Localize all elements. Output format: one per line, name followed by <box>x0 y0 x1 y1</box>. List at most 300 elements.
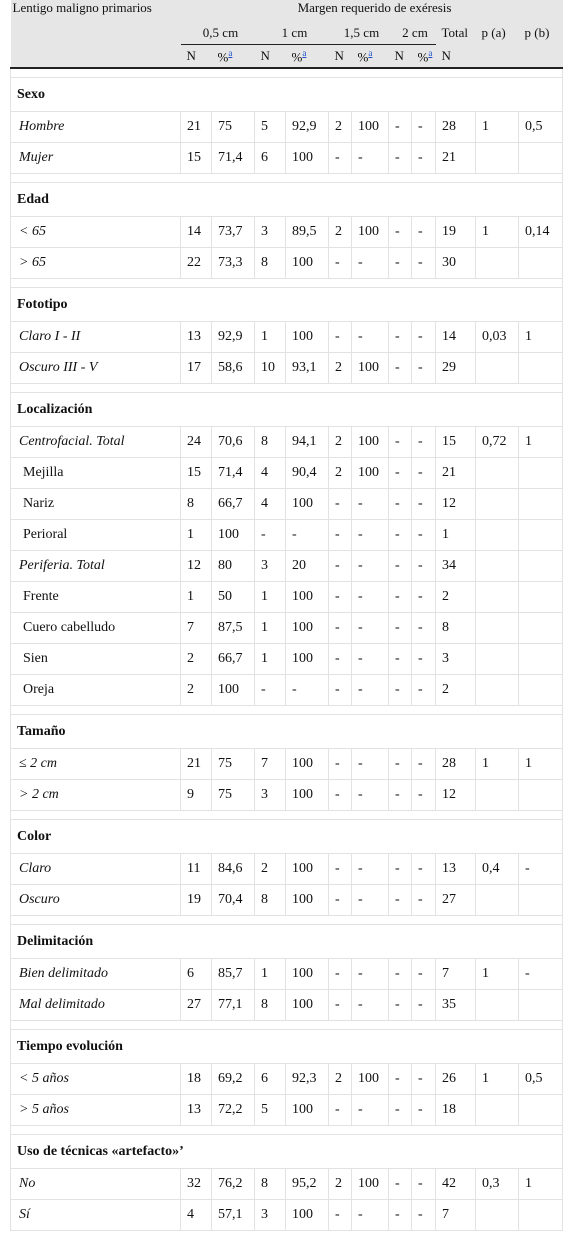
table-cell: 6 <box>255 1064 286 1095</box>
table-cell: 2 <box>436 675 476 706</box>
table-cell: 0,5 <box>519 1064 563 1095</box>
table-cell: - <box>412 854 436 885</box>
pct-header: %$^a$ <box>286 45 329 69</box>
table-cell: 1 <box>476 1064 519 1095</box>
table-cell <box>519 1200 563 1231</box>
table-cell: 100 <box>286 248 329 279</box>
table-cell: - <box>329 959 352 990</box>
table-cell: - <box>389 613 412 644</box>
table-cell: 8 <box>255 1169 286 1200</box>
table-cell: 1 <box>255 322 286 353</box>
row-label: Centrofacial. Total <box>11 427 181 458</box>
table-cell: 1 <box>181 520 212 551</box>
table-cell: - <box>255 520 286 551</box>
section-spacer <box>11 1021 563 1030</box>
table-cell <box>476 1095 519 1126</box>
table-cell: 100 <box>352 427 389 458</box>
table-cell: - <box>389 322 412 353</box>
table-row <box>11 248 563 279</box>
table-cell: 100 <box>212 675 255 706</box>
table-cell: - <box>519 854 563 885</box>
table-cell: 90,4 <box>286 458 329 489</box>
table-cell <box>476 489 519 520</box>
table-cell: 1 <box>519 322 563 353</box>
table-cell: - <box>389 885 412 916</box>
table-cell: 100 <box>212 520 255 551</box>
table-cell: 11 <box>181 854 212 885</box>
row-label: Nariz <box>11 489 181 520</box>
table-cell: - <box>412 520 436 551</box>
table-cell: 34 <box>436 551 476 582</box>
row-label: < 5 años <box>11 1064 181 1095</box>
row-label: Oreja <box>11 675 181 706</box>
table-cell: 1 <box>255 644 286 675</box>
margin-header: 2 cm <box>389 22 436 45</box>
p-a-header: p (a) <box>476 22 519 45</box>
table-cell: 35 <box>436 990 476 1021</box>
section-header-row <box>11 393 563 427</box>
table-cell: 1 <box>476 217 519 248</box>
table-cell: - <box>286 675 329 706</box>
section-title: Delimitación <box>11 925 563 959</box>
section-spacer <box>11 811 563 820</box>
table-cell: - <box>329 322 352 353</box>
table-cell: - <box>389 143 412 174</box>
table-cell: 2 <box>329 1169 352 1200</box>
table-row <box>11 353 563 384</box>
table-cell <box>519 248 563 279</box>
table-row <box>11 959 563 990</box>
table-cell: 2 <box>329 217 352 248</box>
table-cell: 5 <box>255 112 286 143</box>
table-row <box>11 217 563 248</box>
table-cell: - <box>389 248 412 279</box>
section-header-row <box>11 183 563 217</box>
table-cell: 2 <box>329 112 352 143</box>
table-cell: 42 <box>436 1169 476 1200</box>
table-cell: 71,4 <box>212 458 255 489</box>
table-cell: 21 <box>436 458 476 489</box>
table-cell: 12 <box>436 489 476 520</box>
table-cell: 77,1 <box>212 990 255 1021</box>
table-cell: 1 <box>519 749 563 780</box>
table-cell: - <box>286 520 329 551</box>
row-label: > 2 cm <box>11 780 181 811</box>
table-cell: - <box>389 427 412 458</box>
n-header: N <box>181 45 212 69</box>
table-cell: - <box>329 551 352 582</box>
table-cell: 13 <box>181 322 212 353</box>
table-cell: 66,7 <box>212 489 255 520</box>
table-cell: - <box>352 520 389 551</box>
table-cell: 15 <box>181 143 212 174</box>
table-cell: 1 <box>255 582 286 613</box>
table-cell: - <box>389 644 412 675</box>
table-cell: - <box>329 520 352 551</box>
table-cell: 8 <box>255 990 286 1021</box>
table-cell: - <box>389 520 412 551</box>
table-cell: - <box>329 582 352 613</box>
table-cell: 28 <box>436 749 476 780</box>
row-label: Claro I - II <box>11 322 181 353</box>
row-label: Perioral <box>11 520 181 551</box>
table-cell: 72,2 <box>212 1095 255 1126</box>
table-cell: - <box>352 1095 389 1126</box>
table-cell: - <box>412 143 436 174</box>
table-row <box>11 749 563 780</box>
table-cell: 100 <box>352 353 389 384</box>
table-row <box>11 520 563 551</box>
section-spacer <box>11 1126 563 1135</box>
table-cell: 14 <box>181 217 212 248</box>
table-cell: 12 <box>181 551 212 582</box>
table-cell <box>519 353 563 384</box>
table-cell: 20 <box>286 551 329 582</box>
table-cell: 100 <box>286 749 329 780</box>
row-label: Mal delimitado <box>11 990 181 1021</box>
table-cell: - <box>329 613 352 644</box>
table-cell: 5 <box>255 1095 286 1126</box>
table-cell: 9 <box>181 780 212 811</box>
table-cell: 6 <box>255 143 286 174</box>
table-cell: - <box>255 675 286 706</box>
table-cell: 27 <box>436 885 476 916</box>
table-cell: - <box>352 644 389 675</box>
table-cell: 100 <box>286 885 329 916</box>
table-cell: 0,14 <box>519 217 563 248</box>
table-row <box>11 613 563 644</box>
footnote-link[interactable]: a <box>428 47 433 58</box>
section-title: Edad <box>11 183 563 217</box>
table-cell: - <box>412 322 436 353</box>
table-cell: - <box>389 959 412 990</box>
table-row <box>11 427 563 458</box>
table-cell: 2 <box>436 582 476 613</box>
table-cell: - <box>412 1064 436 1095</box>
table-cell: 0,72 <box>476 427 519 458</box>
table-cell: 92,9 <box>212 322 255 353</box>
table-cell <box>519 613 563 644</box>
table-cell <box>519 885 563 916</box>
table-header <box>11 0 563 68</box>
table-cell <box>519 644 563 675</box>
table-cell: - <box>389 582 412 613</box>
table-row <box>11 854 563 885</box>
table-cell: - <box>412 885 436 916</box>
section-spacer <box>11 174 563 183</box>
table-cell: - <box>329 489 352 520</box>
table-cell <box>476 143 519 174</box>
table-cell: 84,6 <box>212 854 255 885</box>
table-cell <box>476 675 519 706</box>
table-cell: 7 <box>436 959 476 990</box>
table-cell: - <box>389 112 412 143</box>
section-title: Color <box>11 820 563 854</box>
table-cell: 93,1 <box>286 353 329 384</box>
row-label: Bien delimitado <box>11 959 181 990</box>
section-header-row <box>11 820 563 854</box>
table-row <box>11 885 563 916</box>
table-cell: 89,5 <box>286 217 329 248</box>
table-cell: 1 <box>519 427 563 458</box>
table-cell: 21 <box>181 112 212 143</box>
table-cell <box>519 990 563 1021</box>
table-cell: - <box>412 780 436 811</box>
table-row <box>11 675 563 706</box>
table-cell: 100 <box>286 854 329 885</box>
table-cell: - <box>412 551 436 582</box>
row-label: ≤ 2 cm <box>11 749 181 780</box>
table-cell <box>476 990 519 1021</box>
table-cell: 7 <box>255 749 286 780</box>
table-cell: 100 <box>352 217 389 248</box>
table-cell: 100 <box>286 322 329 353</box>
table-cell: 1 <box>519 1169 563 1200</box>
section-spacer <box>11 68 563 78</box>
table-cell: - <box>352 248 389 279</box>
table-cell: 0,4 <box>476 854 519 885</box>
row-label-header: Lentigo maligno primarios <box>11 0 181 22</box>
table-cell <box>519 1095 563 1126</box>
table-cell: - <box>412 1095 436 1126</box>
table-cell: - <box>389 489 412 520</box>
table-cell: 8 <box>255 248 286 279</box>
table-cell: 29 <box>436 353 476 384</box>
section-title: Fototipo <box>11 288 563 322</box>
table-cell: - <box>352 749 389 780</box>
table-cell: - <box>389 1169 412 1200</box>
table-cell: - <box>329 675 352 706</box>
table-cell <box>476 644 519 675</box>
table-cell: - <box>412 217 436 248</box>
table-cell: - <box>412 582 436 613</box>
margin-header: 1,5 cm <box>329 22 389 45</box>
table-cell: - <box>389 1095 412 1126</box>
table-cell: - <box>389 217 412 248</box>
table-row <box>11 143 563 174</box>
table-row <box>11 458 563 489</box>
table-cell: - <box>352 551 389 582</box>
section-header-row <box>11 715 563 749</box>
table-cell: 14 <box>436 322 476 353</box>
table-cell: - <box>412 1200 436 1231</box>
table-cell: - <box>412 1169 436 1200</box>
table-cell: 7 <box>436 1200 476 1231</box>
table-cell: - <box>389 990 412 1021</box>
table-cell: 100 <box>286 644 329 675</box>
table-cell <box>519 458 563 489</box>
table-cell: 18 <box>181 1064 212 1095</box>
table-cell <box>476 780 519 811</box>
row-label: Sí <box>11 1200 181 1231</box>
table-cell: 73,3 <box>212 248 255 279</box>
row-label: Oscuro <box>11 885 181 916</box>
table-cell: - <box>389 1064 412 1095</box>
section-title: Tamaño <box>11 715 563 749</box>
table-cell <box>519 675 563 706</box>
n-header: N <box>255 45 286 69</box>
table-row <box>11 780 563 811</box>
section-title: Sexo <box>11 78 563 112</box>
table-cell: 3 <box>436 644 476 675</box>
results-table-container <box>10 0 562 1231</box>
table-cell: - <box>329 990 352 1021</box>
row-label: Cuero cabelludo <box>11 613 181 644</box>
table-row <box>11 582 563 613</box>
section-header-row <box>11 1030 563 1064</box>
table-cell: 8 <box>436 613 476 644</box>
table-cell: 100 <box>286 780 329 811</box>
table-cell: 100 <box>286 1095 329 1126</box>
table-cell <box>476 520 519 551</box>
table-cell: 69,2 <box>212 1064 255 1095</box>
table-row <box>11 1064 563 1095</box>
table-cell <box>476 353 519 384</box>
table-cell <box>519 582 563 613</box>
table-cell: - <box>329 749 352 780</box>
table-cell: - <box>352 854 389 885</box>
table-cell: 21 <box>436 143 476 174</box>
table-cell: 1 <box>476 749 519 780</box>
row-label: Mujer <box>11 143 181 174</box>
table-cell: 100 <box>286 959 329 990</box>
table-cell: 100 <box>286 489 329 520</box>
table-cell: - <box>412 990 436 1021</box>
table-cell: 1 <box>255 959 286 990</box>
table-cell: - <box>412 353 436 384</box>
footnote-link[interactable]: a <box>368 47 373 58</box>
table-cell: - <box>412 489 436 520</box>
table-cell: - <box>389 551 412 582</box>
section-header-row <box>11 78 563 112</box>
table-cell: 92,3 <box>286 1064 329 1095</box>
table-cell: 73,7 <box>212 217 255 248</box>
table-cell: 0,3 <box>476 1169 519 1200</box>
table-cell: 58,6 <box>212 353 255 384</box>
table-cell: 75 <box>212 749 255 780</box>
table-cell: - <box>412 427 436 458</box>
table-cell: 4 <box>181 1200 212 1231</box>
table-cell: 94,1 <box>286 427 329 458</box>
table-cell: 15 <box>181 458 212 489</box>
table-cell: - <box>412 644 436 675</box>
section-spacer <box>11 916 563 925</box>
table-cell: 2 <box>255 854 286 885</box>
footnote-link[interactable]: a <box>228 47 233 58</box>
section-spacer <box>11 706 563 715</box>
table-cell: 13 <box>181 1095 212 1126</box>
row-label: Oscuro III - V <box>11 353 181 384</box>
table-cell <box>476 458 519 489</box>
table-cell: 7 <box>181 613 212 644</box>
table-cell: - <box>329 248 352 279</box>
table-cell: - <box>352 675 389 706</box>
table-cell: 50 <box>212 582 255 613</box>
table-cell: 17 <box>181 353 212 384</box>
table-cell: 2 <box>329 1064 352 1095</box>
table-cell: - <box>412 675 436 706</box>
row-label: > 65 <box>11 248 181 279</box>
table-cell: 66,7 <box>212 644 255 675</box>
section-title: Localización <box>11 393 563 427</box>
table-cell <box>476 885 519 916</box>
margin-group-header: Margen requerido de exéresis <box>181 0 563 22</box>
table-cell: 21 <box>181 749 212 780</box>
table-cell: 6 <box>181 959 212 990</box>
table-cell: 71,4 <box>212 143 255 174</box>
table-cell: 75 <box>212 780 255 811</box>
table-cell: - <box>329 1200 352 1231</box>
section-title: Tiempo evolución <box>11 1030 563 1064</box>
section-header-row <box>11 1135 563 1169</box>
table-cell: 3 <box>255 1200 286 1231</box>
margin-header: 0,5 cm <box>181 22 255 45</box>
table-cell <box>476 248 519 279</box>
table-cell: - <box>389 675 412 706</box>
table-cell <box>476 582 519 613</box>
table-row <box>11 1095 563 1126</box>
section-header-row <box>11 925 563 959</box>
table-cell: 28 <box>436 112 476 143</box>
table-cell: 100 <box>286 613 329 644</box>
footnote-link[interactable]: a <box>302 47 307 58</box>
table-row <box>11 1169 563 1200</box>
table-cell: 2 <box>329 353 352 384</box>
n-header: N <box>436 45 476 69</box>
table-row <box>11 1200 563 1231</box>
table-cell: 70,4 <box>212 885 255 916</box>
table-cell: 80 <box>212 551 255 582</box>
p-b-header: p (b) <box>519 22 563 45</box>
table-cell: 10 <box>255 353 286 384</box>
table-cell: 22 <box>181 248 212 279</box>
table-cell: - <box>352 613 389 644</box>
table-cell: - <box>519 959 563 990</box>
table-cell <box>519 489 563 520</box>
table-cell: - <box>329 644 352 675</box>
table-cell: 15 <box>436 427 476 458</box>
table-cell: 95,2 <box>286 1169 329 1200</box>
table-cell: 100 <box>286 990 329 1021</box>
row-label: Claro <box>11 854 181 885</box>
margin-header: 1 cm <box>255 22 329 45</box>
table-cell: - <box>389 353 412 384</box>
row-label: Mejilla <box>11 458 181 489</box>
row-label: < 65 <box>11 217 181 248</box>
total-header: Total <box>436 22 476 45</box>
table-body <box>11 68 563 1231</box>
table-cell: 0,03 <box>476 322 519 353</box>
table-row <box>11 990 563 1021</box>
table-cell: 2 <box>329 458 352 489</box>
table-cell: - <box>412 248 436 279</box>
table-cell: 1 <box>476 959 519 990</box>
table-cell: - <box>389 1200 412 1231</box>
table-cell: 8 <box>255 427 286 458</box>
table-row <box>11 112 563 143</box>
table-cell: 32 <box>181 1169 212 1200</box>
table-cell: - <box>352 322 389 353</box>
table-cell: - <box>412 458 436 489</box>
table-cell: 19 <box>436 217 476 248</box>
table-cell: 27 <box>181 990 212 1021</box>
table-cell: - <box>352 489 389 520</box>
section-header-row <box>11 288 563 322</box>
table-cell: 1 <box>181 582 212 613</box>
table-cell: 24 <box>181 427 212 458</box>
table-cell: 13 <box>436 854 476 885</box>
table-cell: - <box>412 749 436 780</box>
